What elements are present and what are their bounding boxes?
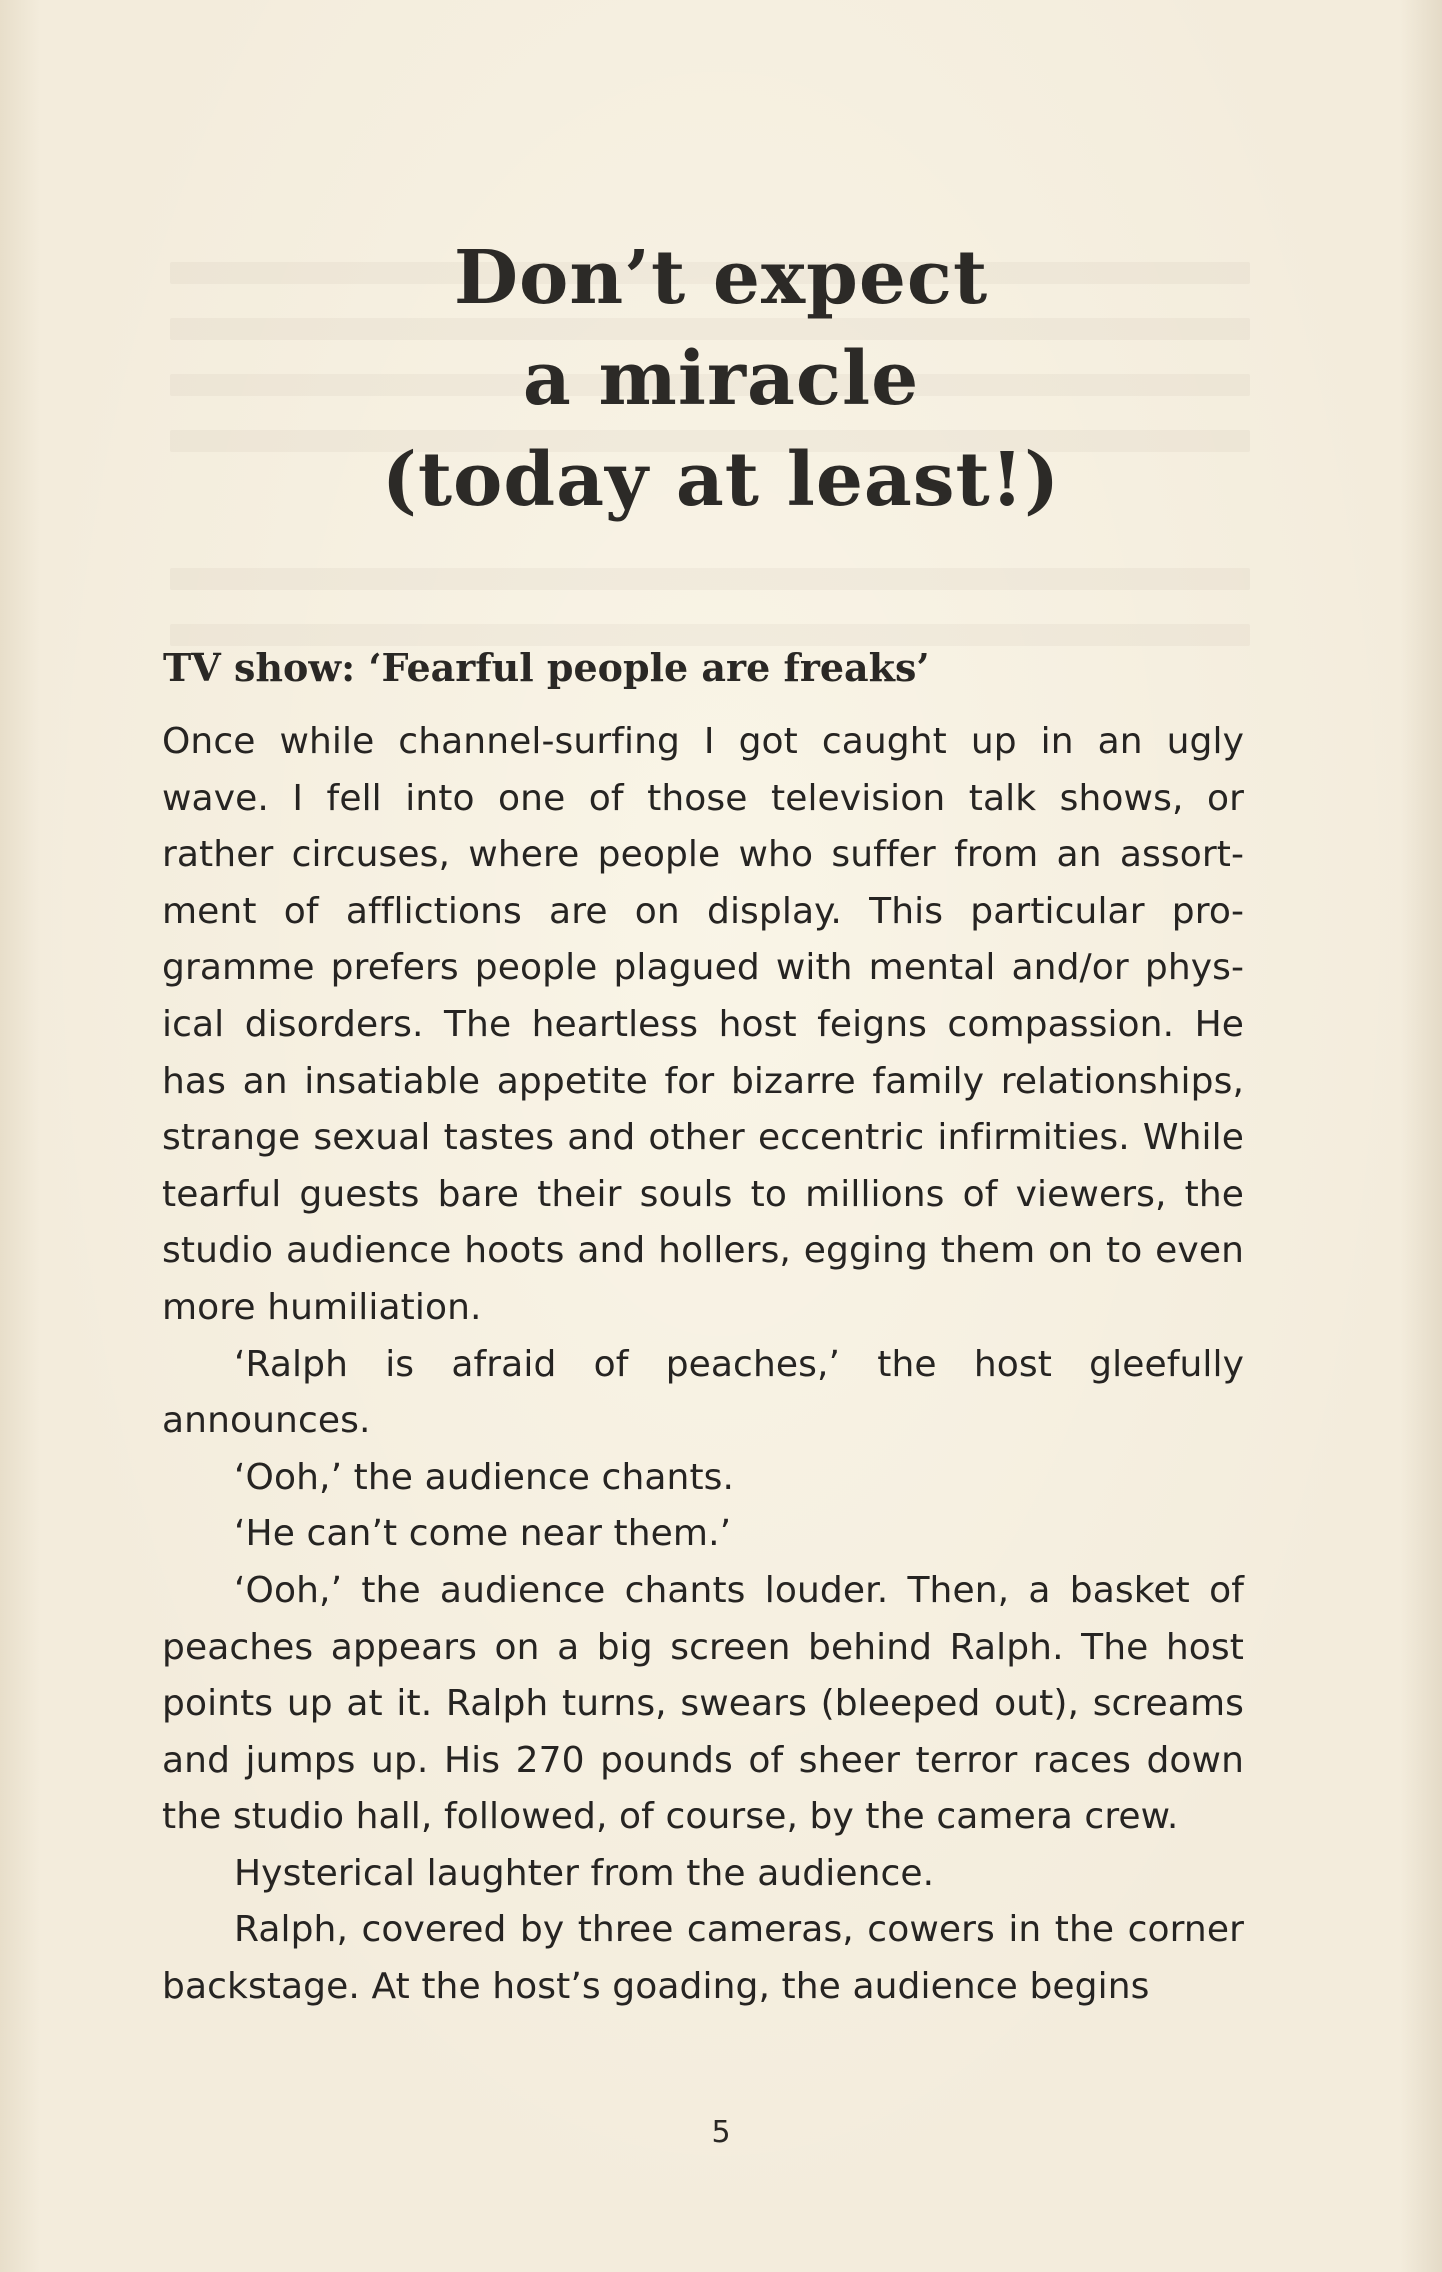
- chapter-title: [0, 228, 1442, 531]
- section-heading: TV show: ‘Fearful people are freaks’: [163, 645, 930, 690]
- page-number: 5: [711, 2115, 731, 2150]
- chapter-title-line-1: Don’t expect: [453, 235, 989, 321]
- paragraph: ‘Ooh,’ the audience chants.: [234, 1456, 735, 1498]
- body-text: [162, 714, 1244, 2016]
- paragraph: ‘Ralph is afraid of peaches,’ the host gleefully announces.: [162, 1343, 1244, 1442]
- paragraph: ‘Ooh,’ the audience chants louder. Then, a basket of peaches appears on a big screen behind Ralph. The host points up at it. Ralph turns, swears (bleeped out), screams and jumps up. His 270 pounds of sheer terror races down the studio hall, followed, of course, by the camera crew.: [162, 1569, 1244, 1838]
- paragraph: Once while channel-surfing I got caught up in an ugly wave. I fell into one of those television talk shows, or rather circuses, where people who suffer from an assortment of afflictions are on display. This particular programme prefers people plagued with mental and/or physical disorders. The heartless host feigns compassion. He has an insatiable appetite for bizarre family relationships, strange sexual tastes and other eccentric infirmities. While tearful guests bare their souls to millions of viewers, the studio audience hoots and hollers, egging them on to even more humiliation.: [162, 721, 1244, 1328]
- chapter-title-line-2: a miracle: [522, 336, 920, 422]
- show-through-line: [170, 568, 1250, 590]
- paragraph: ‘He can’t come near them.’: [234, 1513, 732, 1555]
- paragraph: Hysterical laughter from the audience.: [234, 1852, 935, 1894]
- chapter-title-line-3: (today at least!): [381, 437, 1061, 523]
- paragraph: Ralph, covered by three cameras, cowers in the corner backstage. At the host’s goading, the audience begins: [162, 1909, 1244, 2008]
